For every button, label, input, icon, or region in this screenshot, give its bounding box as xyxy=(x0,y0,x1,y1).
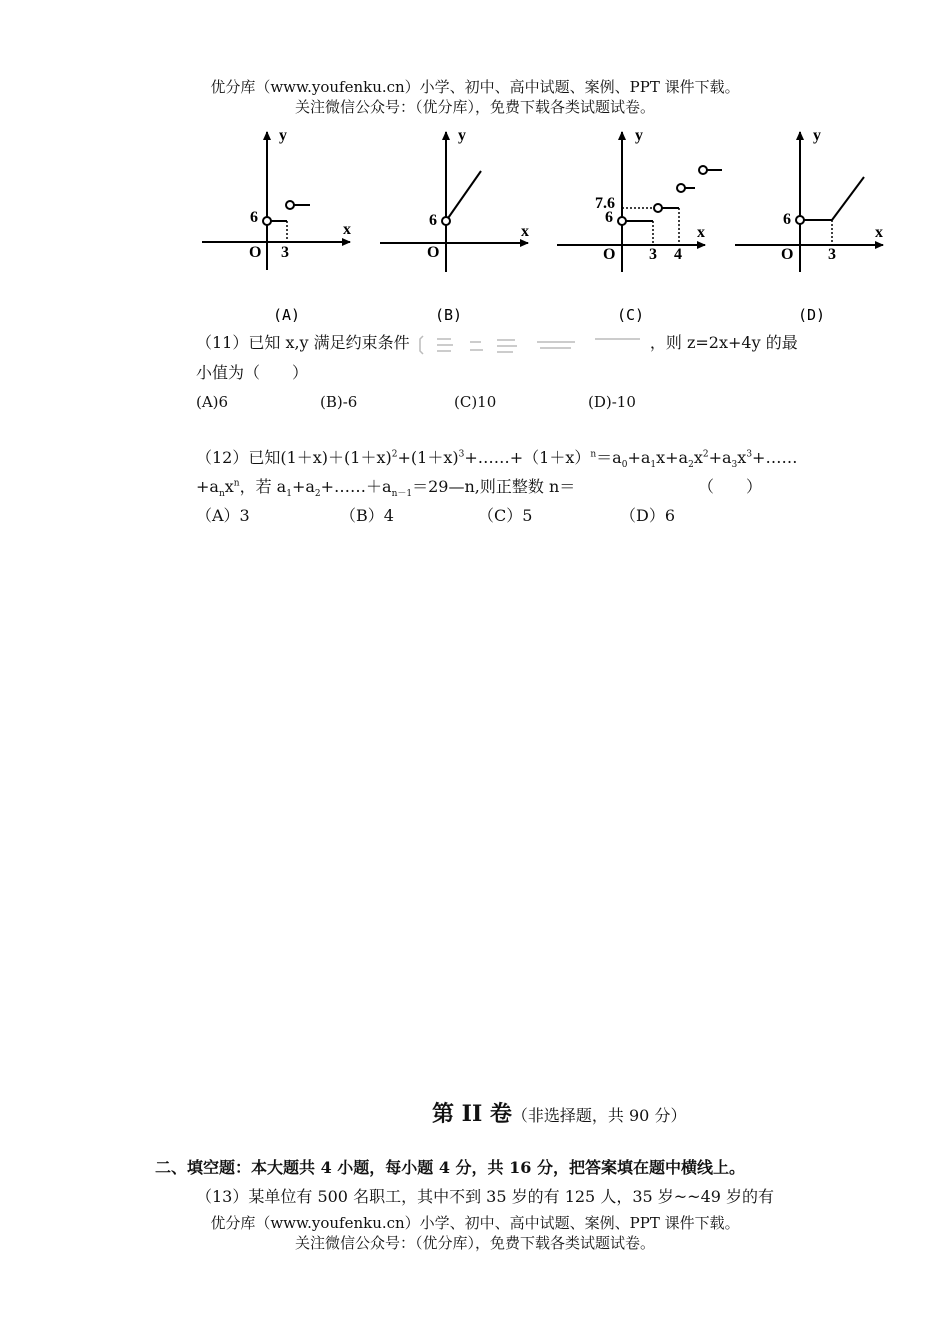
graph-b-line xyxy=(446,171,481,221)
q11-stem-after: ，则 z=2x+4y 的最 xyxy=(649,333,798,352)
graph-a-y-tick: 6 xyxy=(250,209,258,226)
graph-c-origin: O xyxy=(603,246,616,263)
graph-c-point-4 xyxy=(699,166,707,174)
graph-a-x-label: x xyxy=(343,221,351,238)
graph-b-y-tick: 6 xyxy=(429,212,437,229)
graph-d-x-tick: 3 xyxy=(828,246,836,263)
graph-c-point-3 xyxy=(677,184,685,192)
graph-d-origin: O xyxy=(781,246,794,263)
graph-b xyxy=(380,127,529,272)
graph-d-y-label: y xyxy=(813,127,821,144)
q13-stem: （13）某单位有 500 名职工，其中不到 35 岁的有 125 人，35 岁~~49 岁的有 xyxy=(196,1187,775,1206)
q11-option-d: (D)-10 xyxy=(588,393,636,411)
q11-stem-line2: 小值为（ ） xyxy=(196,363,309,382)
graph-c-x-label: x xyxy=(697,224,705,241)
graph-c xyxy=(557,127,722,272)
graph-c-point-2 xyxy=(654,204,662,212)
section2-title xyxy=(432,1097,686,1128)
graph-c-y-label: y xyxy=(635,127,643,144)
graph-b-x-label: x xyxy=(521,223,529,240)
graph-c-x-tick-2: 4 xyxy=(674,246,682,263)
footer-line-2: 关注微信公众号：（优分库），免费下载各类试题试卷。 xyxy=(294,1234,655,1252)
graph-d-line xyxy=(832,177,864,220)
graph-a-open-point xyxy=(286,201,294,209)
q12-option-a: （A）3 xyxy=(196,506,250,525)
graph-b-point xyxy=(442,217,450,225)
graph-b-origin: O xyxy=(427,244,440,261)
graph-a-point xyxy=(263,217,271,225)
graph-d-point xyxy=(796,216,804,224)
q12-line-1: （12）已知$(1+x)+(1+x)^2+(1+x)^3+\dots\dots+(1+x)^n=a_0+a_1x+a_2x^2+a_3x^3+\dots\dots$ xyxy=(196,448,798,471)
q11-option-b: (B)-6 xyxy=(320,393,358,411)
graph-c-y-tick-top: 7.6 xyxy=(595,195,615,212)
q11-option-a: (A)6 xyxy=(196,393,229,411)
q12-option-c: （C）5 xyxy=(478,506,533,525)
footer-line-1: 优分库（www.youfenku.cn）小学、初中、高中试题、案例、PPT 课件下载。 xyxy=(210,1214,740,1232)
graph-d-x-label: x xyxy=(875,224,883,241)
header-line-1: 优分库（www.youfenku.cn）小学、初中、高中试题、案例、PPT 课件下载。 xyxy=(210,78,740,96)
graph-c-y-tick: 6 xyxy=(605,209,613,226)
section2-title-main: 第 II 卷 xyxy=(432,1101,512,1127)
q11-constraint-image xyxy=(415,333,645,355)
graph-a-x-tick: 3 xyxy=(281,244,289,261)
q11-stem xyxy=(196,332,798,355)
q12-answer-blank: （ ） xyxy=(698,477,763,496)
graph-d-caption: (D) xyxy=(798,306,826,324)
q12-option-d: （D）6 xyxy=(620,506,676,525)
header-line-2: 关注微信公众号：（优分库），免费下载各类试题试卷。 xyxy=(294,98,655,116)
graph-b-y-label: y xyxy=(458,127,466,144)
graph-c-caption: (C) xyxy=(617,306,645,324)
q11-option-c: (C)10 xyxy=(454,393,497,411)
section2-instruction: 二、填空题：本大题共 4 小题，每小题 4 分，共 16 分，把答案填在题中横线上。 xyxy=(155,1158,745,1177)
graph-c-x-tick-1: 3 xyxy=(649,246,657,263)
q11-stem-before: （11）已知 x,y 满足约束条件 xyxy=(196,333,410,352)
graphs-figure xyxy=(195,120,895,324)
graph-a xyxy=(202,127,351,270)
q12-option-b: （B）4 xyxy=(340,506,394,525)
graph-a-origin: O xyxy=(249,244,262,261)
graph-a-y-label: y xyxy=(279,127,287,144)
q12-line-2: $+a_nx^n$，若 $a_1+a_2+\dots\dots+a_{n-1}=29—n$,则正整数 n＝ xyxy=(196,477,576,500)
graph-b-caption: (B) xyxy=(435,306,463,324)
graph-d-y-tick: 6 xyxy=(783,211,791,228)
graph-d xyxy=(735,127,883,272)
section2-title-note: （非选择题，共 90 分） xyxy=(511,1106,687,1125)
graph-c-point-1 xyxy=(618,217,626,225)
graph-a-caption: (A) xyxy=(273,306,301,324)
